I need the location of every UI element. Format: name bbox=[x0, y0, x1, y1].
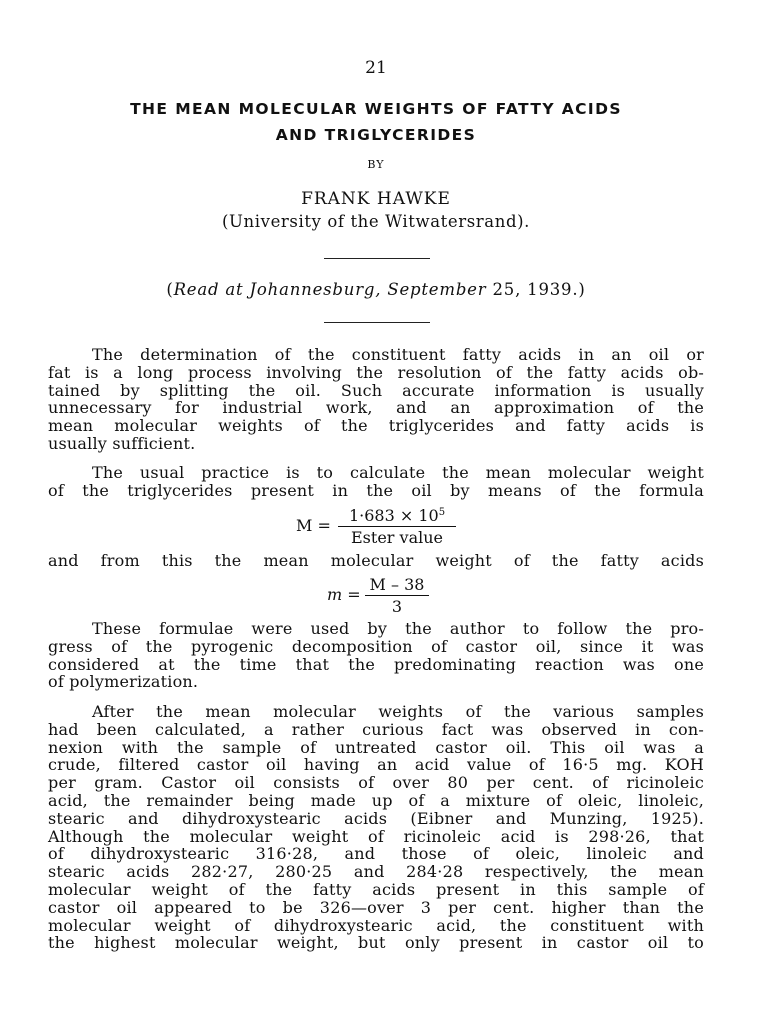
read-note-date: 25, 1939.) bbox=[486, 280, 586, 299]
formula-fatty-acid-weight bbox=[327, 575, 437, 615]
text-line: stearic acids 282·27, 280·25 and 284·28 respectively, the mean bbox=[48, 862, 704, 882]
text-line: of polymerization. bbox=[48, 672, 199, 692]
formula-denominator: 3 bbox=[391, 597, 403, 616]
text-line: The determination of the constituent fatty acids in an oil or bbox=[92, 345, 704, 364]
title-line-2: AND TRIGLYCERIDES bbox=[275, 126, 477, 144]
formula-fraction bbox=[338, 506, 456, 547]
text-line: molecular weight of dihydroxystearic acid, the constituent with bbox=[48, 915, 704, 935]
text-line: fat is a long process involving the resolution of the fatty acids ob- bbox=[48, 362, 704, 382]
text-line: usually sufficient. bbox=[48, 433, 196, 453]
text-line: tained by splitting the oil. Such accurate information is usually bbox=[48, 380, 704, 400]
text-line: The usual practice is to calculate the mean molecular weight bbox=[92, 463, 704, 482]
text-line: castor oil appeared to be 326—over 3 per cent. higher than the bbox=[48, 897, 704, 917]
text-line: the highest molecular weight, but only present in castor oil to bbox=[48, 933, 704, 953]
formula-lhs: M = bbox=[296, 516, 331, 535]
paragraph-castor-oil bbox=[48, 703, 704, 952]
author-affiliation: (University of the Witwatersrand). bbox=[222, 212, 530, 231]
paragraph-intro bbox=[48, 346, 704, 453]
text-line: These formulae were used by the author to follow the pro- bbox=[92, 619, 704, 638]
title-line-1: THE MEAN MOLECULAR WEIGHTS OF FATTY ACIDS bbox=[130, 100, 622, 118]
text-line: After the mean molecular weights of the various samples bbox=[92, 702, 704, 721]
text-line: stearic and dihydroxystearic acids (Eibner and Munzing, 1925). bbox=[48, 808, 704, 828]
text-line: and from this the mean molecular weight of the fatty acids bbox=[48, 551, 704, 570]
text-line: of dihydroxystearic 316·28, and those of oleic, linoleic and bbox=[48, 844, 704, 864]
read-at-note bbox=[0, 280, 752, 299]
text-line: per gram. Castor oil consists of over 80 per cent. of ricinoleic bbox=[48, 773, 704, 793]
page-number: 21 bbox=[365, 58, 387, 78]
paragraph-usual-practice bbox=[48, 464, 704, 500]
text-line: acid, the remainder being made up of a mixture of oleic, linoleic, bbox=[48, 790, 704, 810]
read-note-open-paren: ( bbox=[166, 280, 174, 299]
formula-triglyceride-weight bbox=[296, 506, 466, 546]
formula-numerator bbox=[338, 506, 456, 527]
text-line: mean molecular weights of the triglycerides and fatty acids is bbox=[48, 416, 704, 436]
formula-denominator: Ester value bbox=[351, 528, 443, 547]
formula-lhs: m = bbox=[327, 585, 361, 604]
divider-rule-top bbox=[324, 258, 430, 259]
paragraph-fatty-acid-intro bbox=[48, 552, 704, 570]
text-line: unnecessary for industrial work, and an approximation of the bbox=[48, 398, 704, 418]
formula-numerator: M – 38 bbox=[365, 575, 429, 596]
byline-label: BY bbox=[367, 158, 385, 171]
read-note-place: Read at Johannesburg, September bbox=[173, 280, 487, 299]
article-title bbox=[40, 96, 712, 148]
text-line: nexion with the sample of untreated castor oil. This oil was a bbox=[48, 737, 704, 757]
text-line: gress of the pyrogenic decomposition of castor oil, since it was bbox=[48, 636, 704, 656]
formula-fraction bbox=[365, 575, 429, 616]
divider-rule-bottom bbox=[324, 322, 430, 323]
paragraph-formulae-use bbox=[48, 620, 704, 691]
text-line: of the triglycerides present in the oil by means of the formula bbox=[48, 480, 704, 500]
author-name: FRANK HAWKE bbox=[301, 189, 451, 209]
formula-exponent: 5 bbox=[438, 507, 446, 518]
text-line: crude, filtered castor oil having an acid value of 16·5 mg. KOH bbox=[48, 755, 704, 775]
formula-numerator-text: 1·683 × 10 bbox=[348, 506, 439, 525]
text-line: had been calculated, a rather curious fact was observed in con- bbox=[48, 719, 704, 739]
text-line: considered at the time that the predominating reaction was one bbox=[48, 654, 704, 674]
text-line: Although the molecular weight of ricinoleic acid is 298·26, that bbox=[48, 826, 704, 846]
text-line: molecular weight of the fatty acids present in this sample of bbox=[48, 879, 704, 899]
